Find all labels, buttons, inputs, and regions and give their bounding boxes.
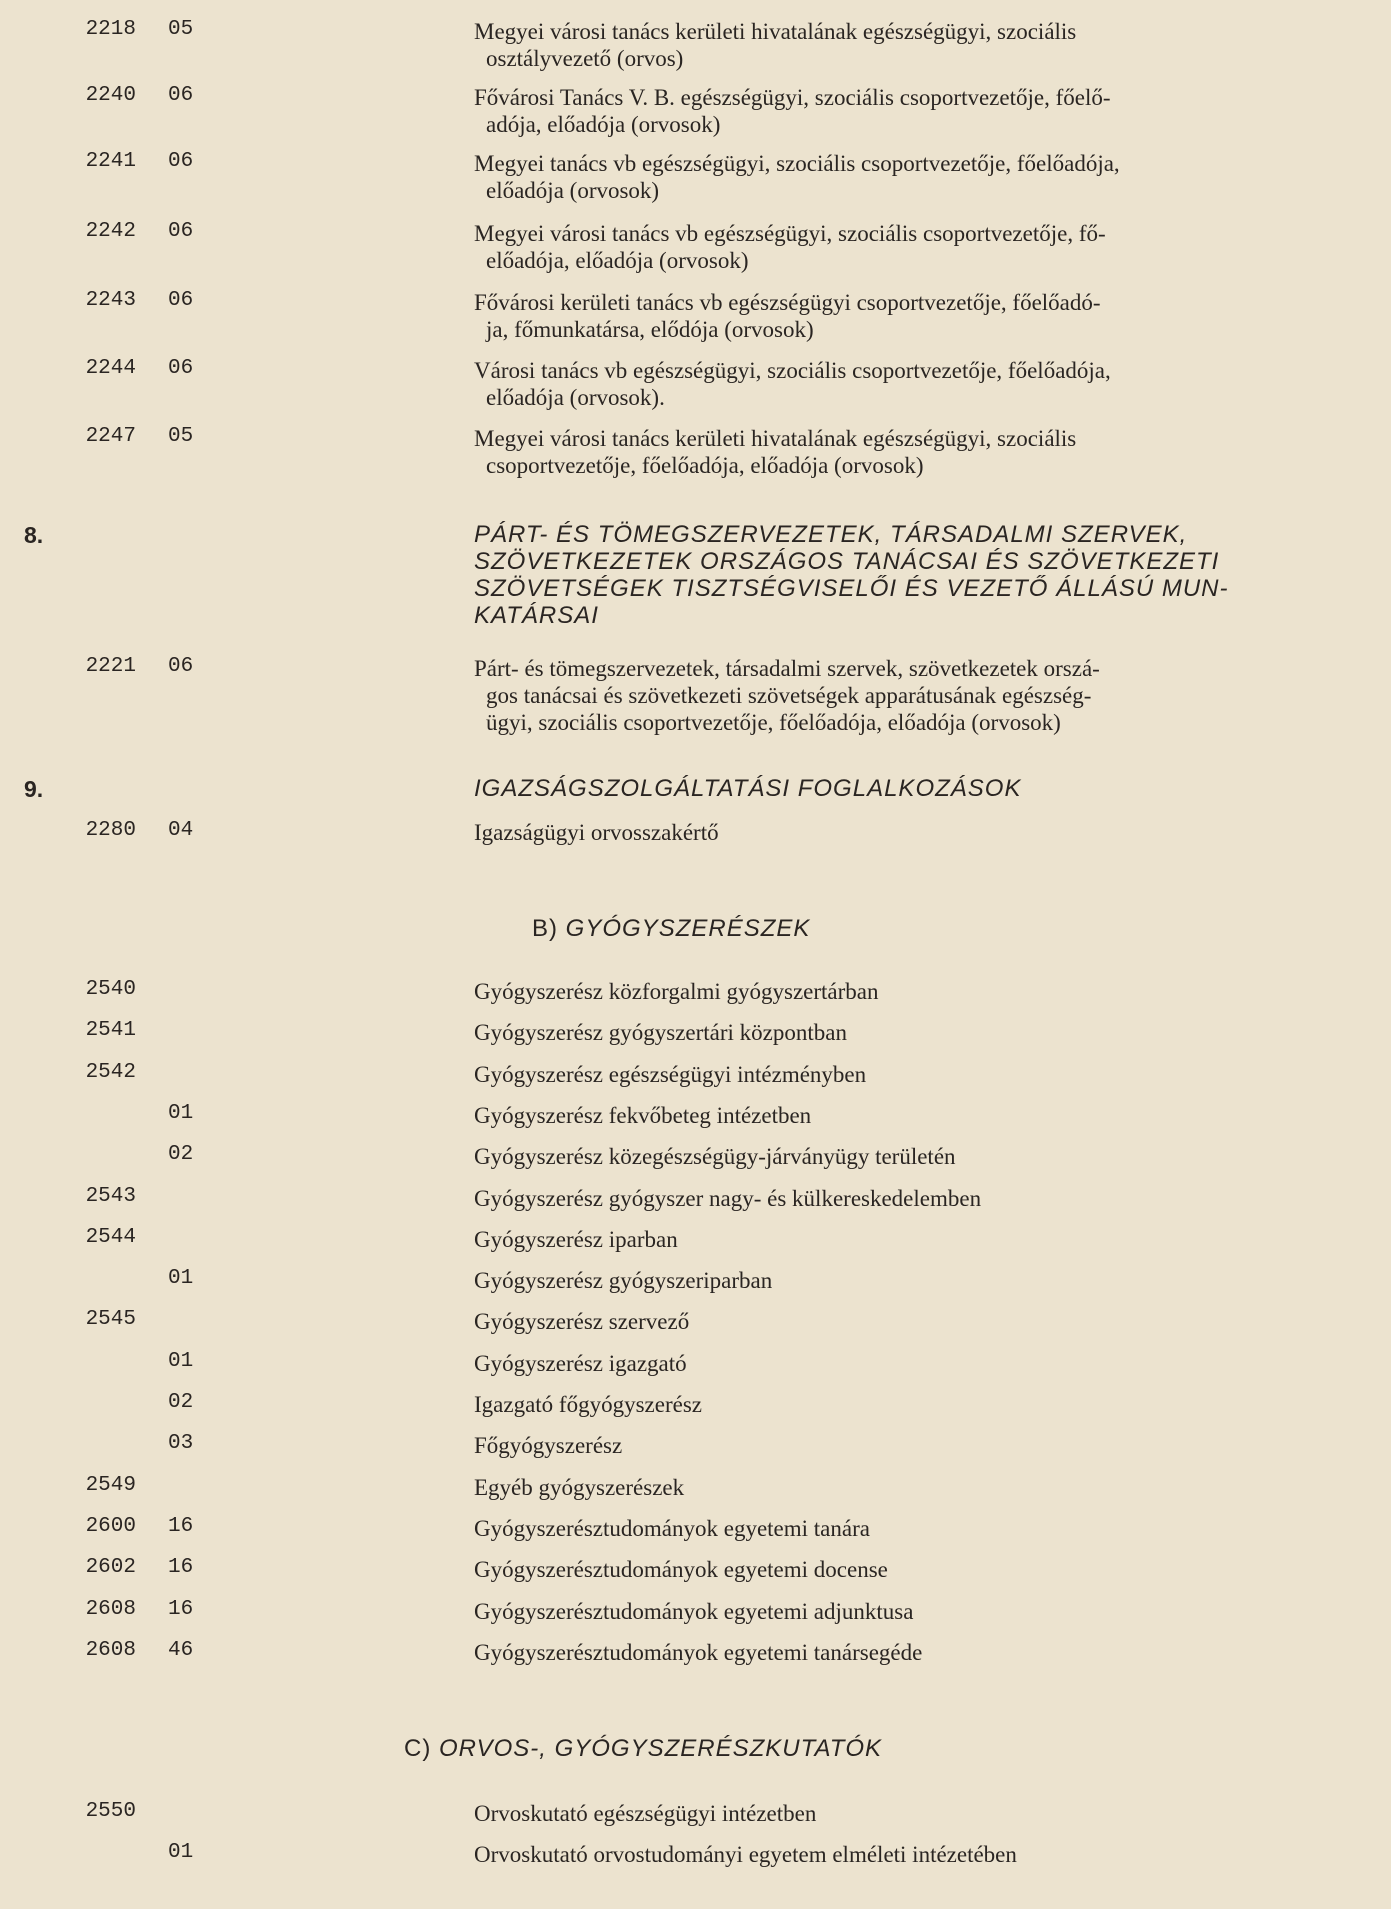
occupation-description: Gyógyszerész fekvőbeteg intézetben: [474, 1102, 812, 1128]
section-number: 8.: [24, 522, 44, 548]
description-line: gos tanácsai és szövetkezeti szövetségek apparátusának egészség-: [486, 683, 1092, 708]
description-line: csoportvezetője, főelőadója, előadója (orvosok): [486, 453, 924, 478]
description-line: Párt- és tömegszervezetek, társadalmi szervek, szövetkezetek orszá-: [474, 656, 1100, 681]
occupation-code: 2541: [85, 1019, 136, 1043]
occupation-description: Gyógyszerész igazgató: [474, 1350, 687, 1376]
occupation-description: Gyógyszerész közforgalmi gyógyszertárban: [474, 979, 879, 1004]
occupation-description: Igazgató főgyógyszerész: [474, 1392, 702, 1417]
subsection-title: ORVOS-, GYÓGYSZERÉSZKUTATÓK: [439, 1735, 883, 1762]
subsection-label: C): [404, 1735, 432, 1762]
occupation-description: Gyógyszerész közegészségügy-járványügy területén: [474, 1144, 956, 1170]
sub-code: 06: [168, 655, 194, 678]
section-number: 9.: [24, 776, 44, 802]
occupation-description: Gyógyszerésztudományok egyetemi tanársegéde: [474, 1639, 923, 1665]
occupation-description: Főgyógyszerész: [474, 1433, 623, 1459]
occupation-description: Gyógyszerész gyógyszeriparban: [474, 1268, 773, 1294]
subsection-title: GYÓGYSZERÉSZEK: [565, 915, 811, 942]
occupation-description: [474, 357, 1374, 411]
description-line: adója, előadója (orvosok): [486, 112, 721, 137]
occupation-code: 2608: [85, 1638, 136, 1662]
sub-code: 01: [168, 1267, 194, 1291]
occupation-description: Orvoskutató egészségügyi intézetben: [474, 1801, 817, 1826]
sub-code: 16: [168, 1514, 194, 1538]
sub-code: 06: [168, 84, 194, 107]
description-line: ügyi, szociális csoportvezetője, főelőadója, előadója (orvosok): [486, 710, 1061, 735]
description-line: osztályvezető (orvos): [486, 46, 684, 71]
occupation-description: Gyógyszerész egészségügyi intézményben: [474, 1061, 867, 1087]
subsection-label: B): [532, 915, 558, 942]
occupation-code: 2241: [85, 150, 136, 173]
heading-line: KATÁRSAI: [474, 602, 599, 629]
occupation-description: [474, 150, 1374, 204]
occupation-description: Gyógyszerész gyógyszer nagy- és külkereskedelemben: [474, 1185, 982, 1211]
sub-code: 04: [168, 819, 194, 842]
occupation-description: Egyéb gyógyszerészek: [474, 1474, 685, 1500]
occupation-description: Gyógyszerésztudományok egyetemi adjunktusa: [474, 1598, 914, 1624]
occupation-description: Gyógyszerésztudományok egyetemi tanára: [474, 1515, 870, 1541]
occupation-description: [474, 84, 1374, 138]
sub-code: 02: [168, 1143, 194, 1167]
occupation-description: Gyógyszerész szervező: [474, 1309, 690, 1335]
occupation-code: 2218: [85, 18, 136, 41]
occupation-code: 2545: [85, 1308, 136, 1332]
description-line: előadója, előadója (orvosok): [486, 248, 749, 273]
sub-code: 06: [168, 220, 194, 243]
occupation-code: 2543: [85, 1184, 136, 1208]
sub-code: 46: [168, 1638, 194, 1662]
occupation-code: 2600: [85, 1514, 136, 1538]
occupation-code: 2221: [85, 655, 136, 678]
occupation-description: [474, 425, 1374, 479]
sub-code: 05: [168, 425, 194, 448]
description-line: előadója (orvosok).: [486, 385, 665, 410]
sub-code: 01: [168, 1349, 194, 1373]
section-heading: IGAZSÁGSZOLGÁLTATÁSI FOGLALKOZÁSOK: [474, 775, 1022, 802]
description-line: ja, főmunkatársa, elődója (orvosok): [486, 317, 814, 342]
heading-line: SZÖVETKEZETEK ORSZÁGOS TANÁCSAI ÉS SZÖVETKEZETI: [474, 548, 1220, 575]
occupation-code: 2544: [85, 1225, 136, 1249]
sub-code: 05: [168, 18, 194, 41]
sub-code: 01: [168, 1841, 194, 1864]
sub-code: 03: [168, 1432, 194, 1456]
subsection-heading: [532, 915, 1391, 943]
occupation-description: Gyógyszerésztudományok egyetemi docense: [474, 1557, 888, 1583]
occupation-code: 2540: [85, 978, 136, 1001]
occupation-code: 2542: [85, 1060, 136, 1084]
occupation-code: 2608: [85, 1597, 136, 1621]
occupation-code: 2244: [85, 357, 136, 380]
subsection-heading: [404, 1735, 1391, 1763]
occupation-code: 2550: [85, 1800, 136, 1823]
occupation-description: Igazságügyi orvosszakértő: [474, 820, 719, 845]
occupation-description: Gyógyszerész iparban: [474, 1226, 678, 1252]
sub-code: 16: [168, 1556, 194, 1580]
description-line: Megyei tanács vb egészségügyi, szociális csoportvezetője, főelőadója,: [474, 151, 1120, 176]
sub-code: 01: [168, 1101, 194, 1125]
occupation-code: 2242: [85, 220, 136, 243]
description-line: Megyei városi tanács kerületi hivatalának egészségügyi, szociális: [474, 426, 1077, 451]
sub-code: 06: [168, 357, 194, 380]
occupation-code: 2602: [85, 1556, 136, 1580]
description-line: Fővárosi Tanács V. B. egészségügyi, szociális csoportvezetője, főelő-: [474, 85, 1111, 110]
sub-code: 06: [168, 289, 194, 312]
heading-line: PÁRT- ÉS TÖMEGSZERVEZETEK, TÁRSADALMI SZERVEK,: [474, 521, 1188, 548]
description-line: előadója (orvosok): [486, 178, 660, 203]
occupation-description: [474, 220, 1374, 274]
occupation-code: 2243: [85, 289, 136, 312]
occupation-description: [474, 18, 1374, 72]
occupation-code: 2280: [85, 819, 136, 842]
heading-line: SZÖVETSÉGEK TISZTSÉGVISELŐI ÉS VEZETŐ ÁLLÁSÚ MUN-: [474, 575, 1229, 602]
sub-code: 16: [168, 1597, 194, 1621]
occupation-code: 2247: [85, 425, 136, 448]
occupation-description: [474, 655, 1374, 736]
sub-code: 06: [168, 150, 194, 173]
description-line: Megyei városi tanács kerületi hivatalának egészségügyi, szociális: [474, 19, 1077, 44]
occupation-code: 2240: [85, 84, 136, 107]
description-line: Fővárosi kerületi tanács vb egészségügyi csoportvezetője, főelőadó-: [474, 290, 1101, 315]
description-line: Megyei városi tanács vb egészségügyi, szociális csoportvezetője, fő-: [474, 221, 1106, 246]
occupation-code: 2549: [85, 1473, 136, 1497]
occupation-description: [474, 289, 1374, 343]
occupation-description: Orvoskutató orvostudományi egyetem elméleti intézetében: [474, 1842, 1017, 1867]
sub-code: 02: [168, 1391, 194, 1414]
occupation-description: Gyógyszerész gyógyszertári központban: [474, 1020, 847, 1046]
description-line: Városi tanács vb egészségügyi, szociális csoportvezetője, főelőadója,: [474, 358, 1111, 383]
section-heading: [474, 521, 1374, 629]
